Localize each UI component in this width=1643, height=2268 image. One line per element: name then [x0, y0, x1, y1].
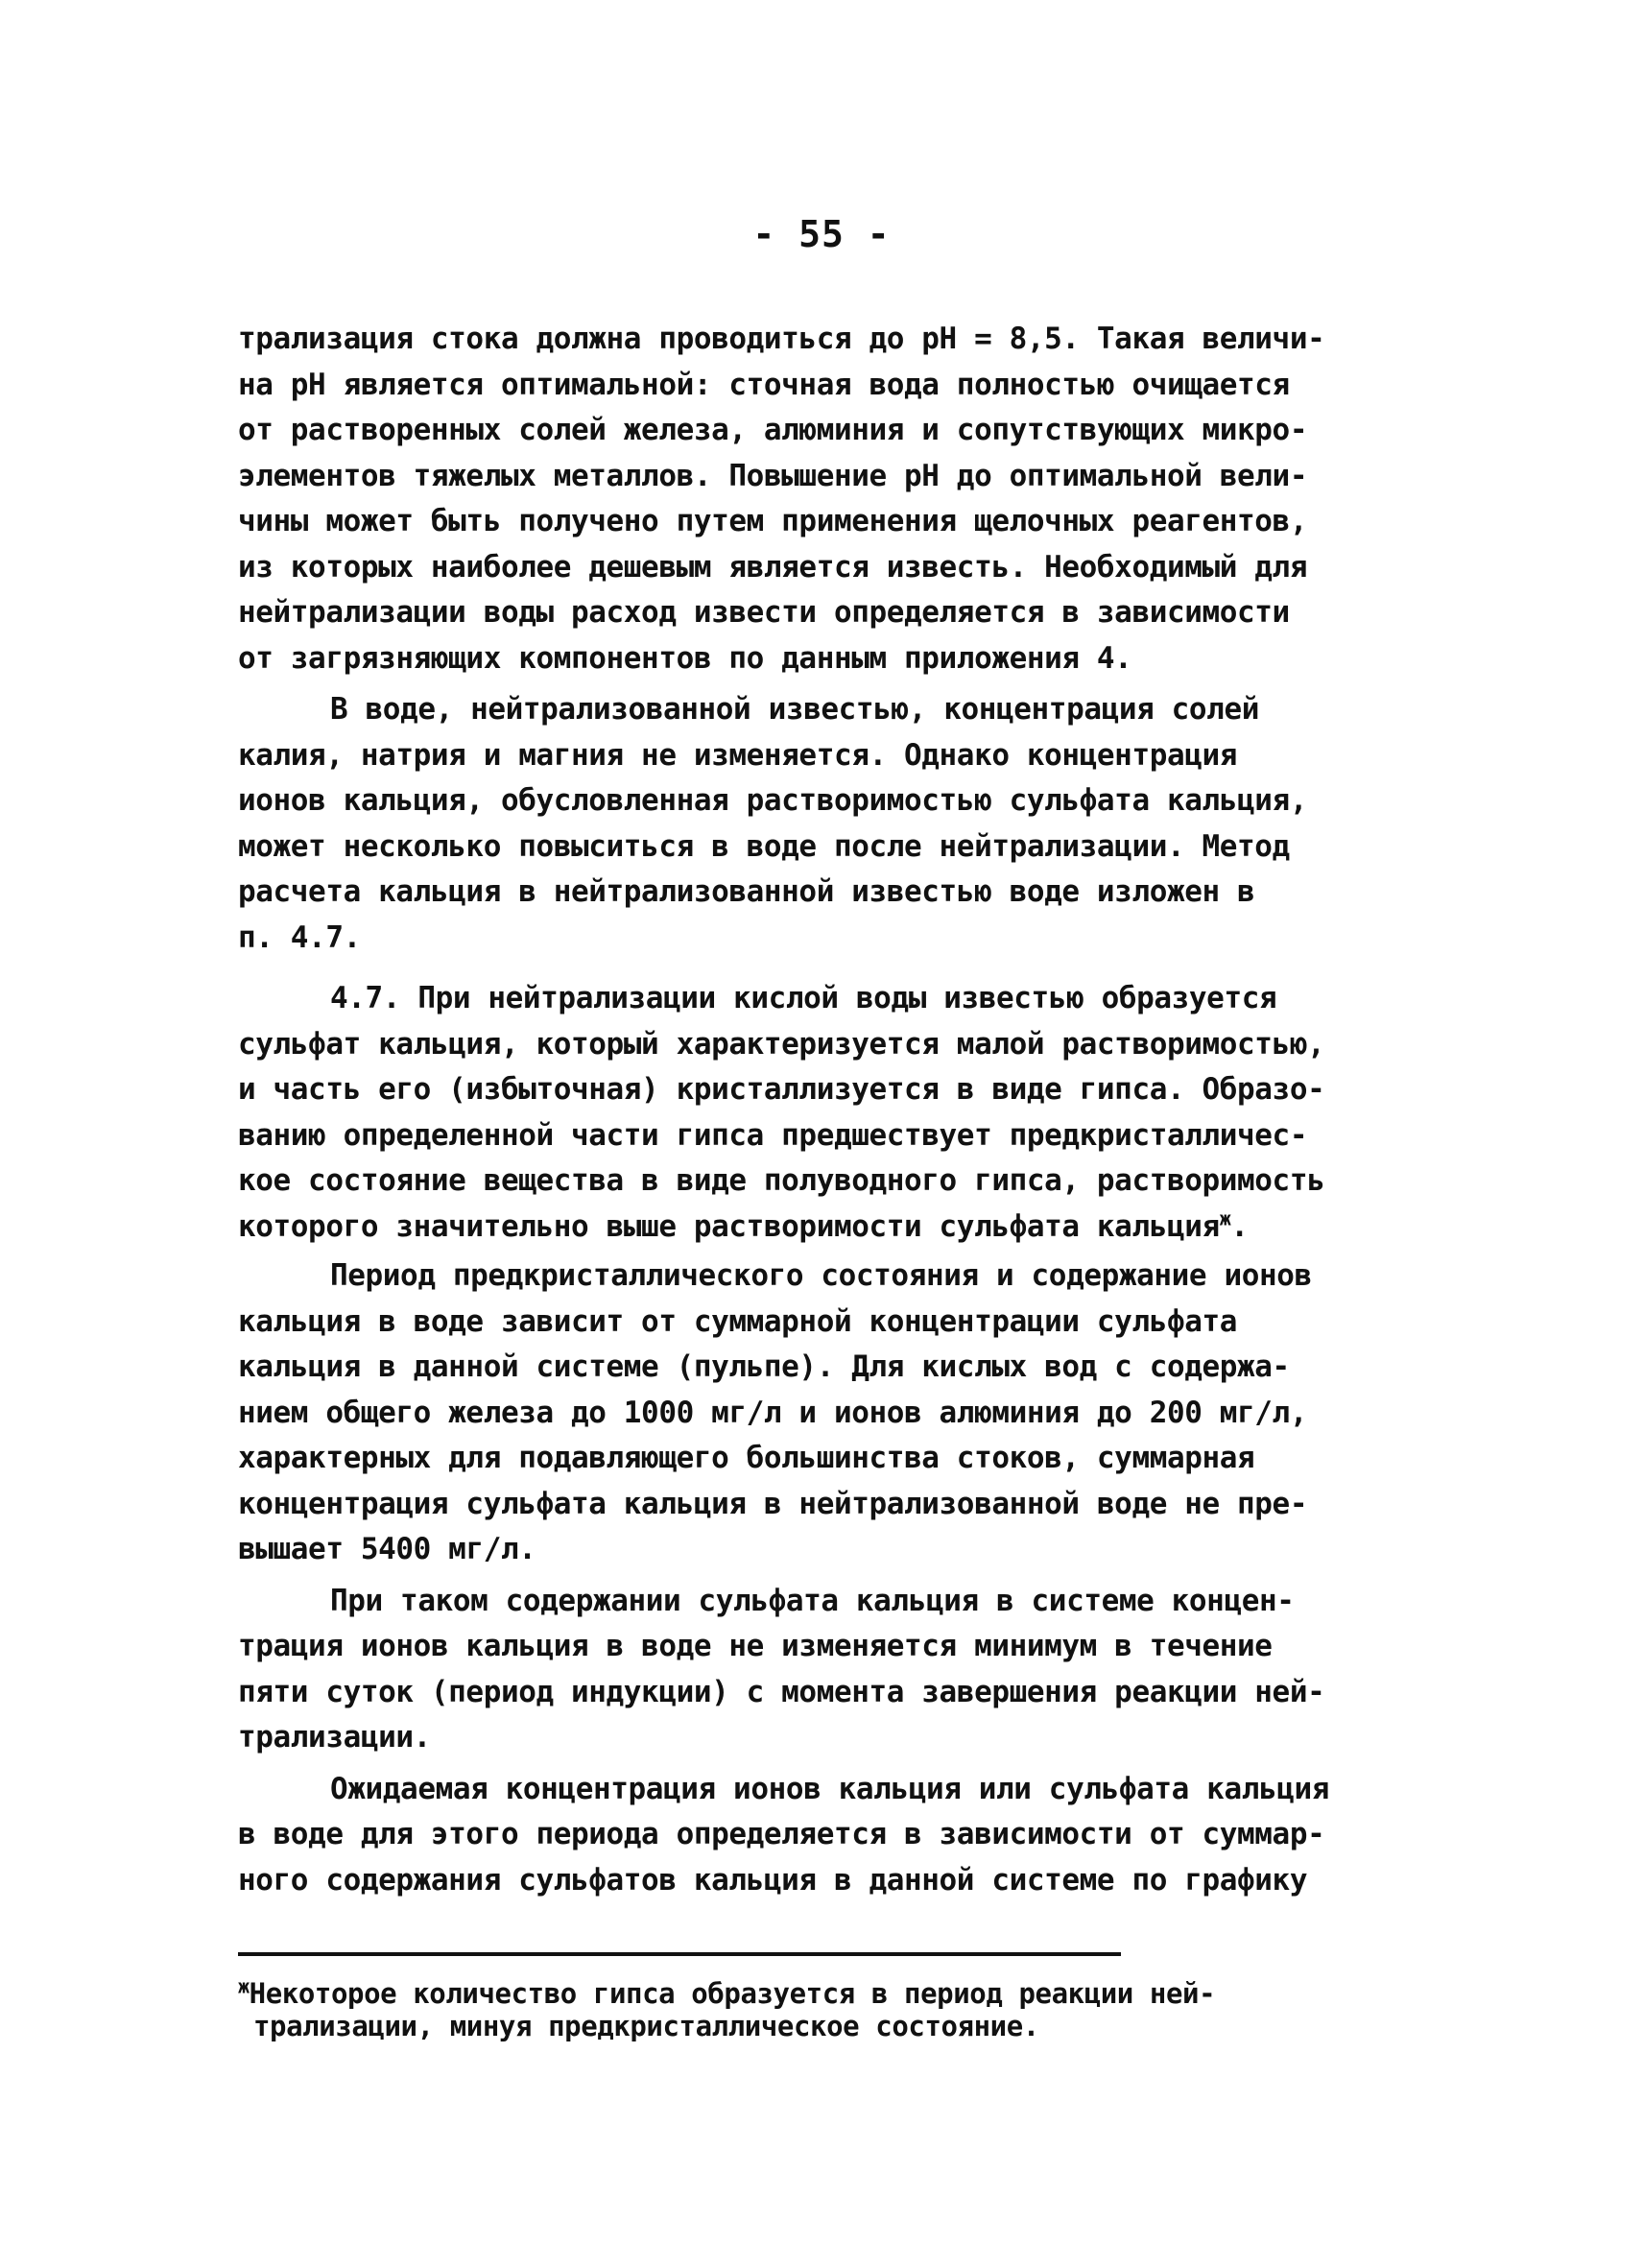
- paragraph-6: [238, 1767, 1420, 1904]
- text-line: ионов кальция, обусловленная растворимостью сульфата кальция,: [238, 783, 1308, 818]
- text-line: характерных для подавляющего большинства стоков, суммарная: [238, 1441, 1255, 1475]
- text-line: ного содержания сульфатов кальция в данной системе по графику: [238, 1862, 1308, 1898]
- text-line: Период предкристаллического состояния и содержание ионов: [330, 1258, 1312, 1293]
- text-line: вышает 5400 мг/л.: [238, 1532, 536, 1566]
- text-line: трализации.: [238, 1720, 431, 1755]
- footnote: [238, 1974, 1420, 2042]
- text-line: кое состояние вещества в виде полуводного гипса, растворимость: [238, 1163, 1325, 1198]
- footnote-line: [238, 1974, 1420, 2010]
- text-line: В воде, нейтрализованной известью, концентрация солей: [330, 692, 1259, 727]
- text-line: трализация стока должна проводиться до pH = 8,5. Такая величи-: [238, 322, 1325, 356]
- text-line: концентрация сульфата кальция в нейтрализованной воде не пре-: [238, 1486, 1308, 1521]
- footnote-mark: ж: [238, 1974, 250, 1998]
- text-line: 4.7. При нейтрализации кислой воды известью образуется: [330, 981, 1277, 1015]
- text-line: При таком содержании сульфата кальция в системе концен-: [330, 1583, 1295, 1618]
- paragraph-5: [238, 1579, 1420, 1761]
- text-line: элементов тяжелых металлов. Повышение pH до оптимальной вели-: [238, 458, 1308, 493]
- text-line: Ожидаемая концентрация ионов кальция или сульфата кальция: [330, 1771, 1330, 1806]
- text-line: чины может быть получено путем применения щелочных реагентов,: [238, 504, 1308, 538]
- text-line: сульфат кальция, который характеризуется малой растворимостью,: [238, 1026, 1325, 1062]
- footnote-reference-mark: ж: [1219, 1206, 1231, 1230]
- text-line: нием общего железа до 1000 мг/л и ионов алюминия до 200 мг/л,: [238, 1395, 1308, 1430]
- text-line: от загрязняющих компонентов по данным приложения 4.: [238, 640, 1132, 676]
- paragraph-4: [238, 1253, 1420, 1573]
- text-line: в воде для этого периода определяется в зависимости от суммар-: [238, 1817, 1325, 1851]
- text-line: расчета кальция в нейтрализованной известью воде изложен в: [238, 874, 1255, 909]
- text-line: п. 4.7.: [238, 919, 361, 955]
- text-line: калия, натрия и магния не изменяется. Однако концентрация: [238, 737, 1238, 773]
- paragraph-1: [238, 317, 1420, 681]
- text-line: из которых наиболее дешевым является известь. Необходимый для: [238, 549, 1308, 585]
- text-line: может несколько повыситься в воде после нейтрализации. Метод: [238, 828, 1290, 864]
- text-line: нейтрализации воды расход извести определяется в зависимости: [238, 595, 1290, 630]
- text-line: кальция в воде зависит от суммарной концентрации сульфата: [238, 1303, 1238, 1339]
- text-line: ванию определенной части гипса предшествует предкристалличес-: [238, 1117, 1308, 1153]
- text-line: и часть его (избыточная) кристаллизуется в виде гипса. Образо-: [238, 1072, 1325, 1107]
- footnote-text: Некоторое количество гипса образуется в период реакции ней-: [249, 1977, 1216, 2010]
- footnote-divider: [238, 1952, 1121, 1956]
- text-line: трация ионов кальция в воде не изменяется минимум в течение: [238, 1629, 1273, 1663]
- page-number: - 55 -: [752, 213, 891, 255]
- paragraph-section-4-7: [238, 976, 1420, 1250]
- footnote-line: трализации, минуя предкристаллическое состояние.: [253, 2010, 1039, 2042]
- paragraph-2: [238, 687, 1420, 961]
- body-text: [238, 317, 1420, 1903]
- text-line: от растворенных солей железа, алюминия и сопутствующих микро-: [238, 413, 1308, 447]
- text-segment: .: [1230, 1208, 1249, 1244]
- text-line: кальция в данной системе (пульпе). Для кислых вод с содержа-: [238, 1349, 1290, 1384]
- text-line: пяти суток (период индукции) с момента завершения реакции ней-: [238, 1674, 1325, 1709]
- text-line: на pH является оптимальной: сточная вода полностью очищается: [238, 367, 1290, 402]
- text-line: [238, 1205, 1420, 1251]
- text-segment: которого значительно выше растворимости сульфата кальция: [238, 1208, 1220, 1244]
